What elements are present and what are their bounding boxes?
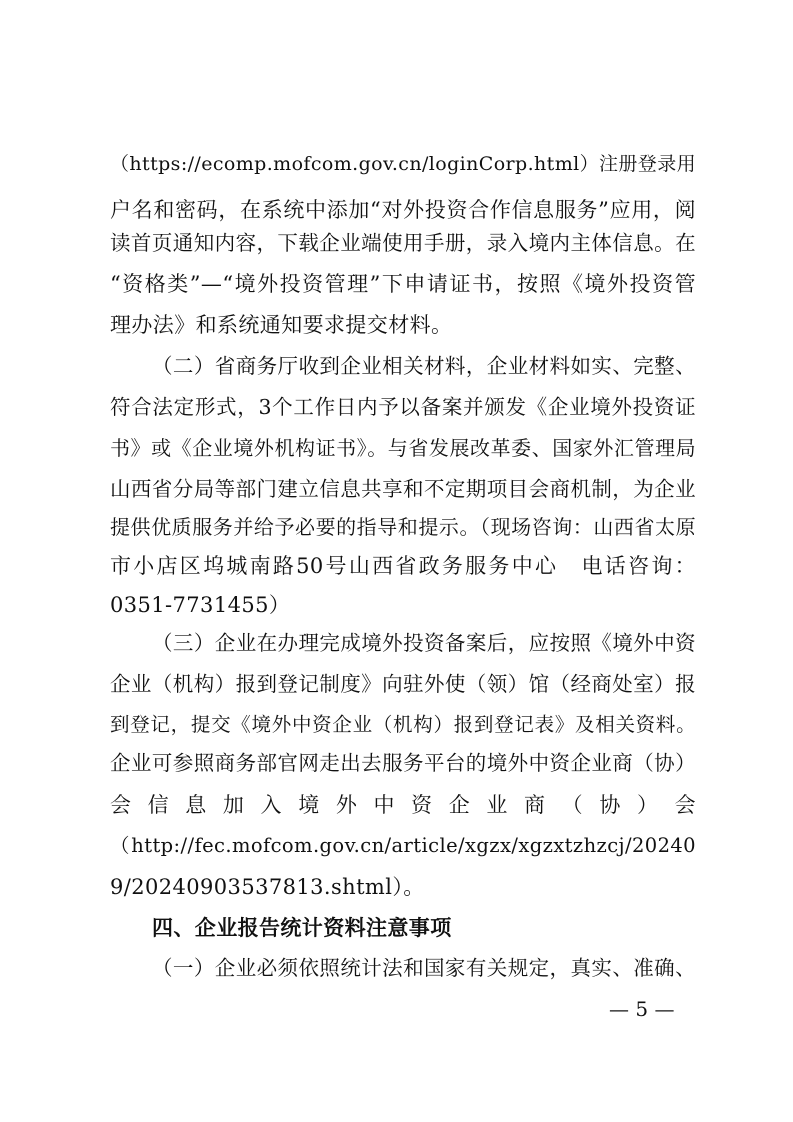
paragraph-3-line-2: 企业（机构）报到登记制度》向驻外使（领）馆（经商处室）报 [110,672,696,696]
paragraph-2-line-7: 0351-7731455） [110,593,291,617]
paragraph-3-line-6: （http://fec.mofcom.gov.cn/article/xgzx/xgzxtzhzcj/20240 [110,834,696,857]
section-heading: 四、企业报告统计资料注意事项 [152,916,452,940]
paragraph-3-line-3: 到登记，提交《境外中资企业（机构）报到登记表》及相关资料。 [110,713,696,736]
paragraph-2-line-2: 符合法定形式，3个工作日内予以备案并颁发《企业境外投资证 [110,395,696,419]
paragraph-1-line-3: 读首页通知内容，下载企业端使用手册，录入境内主体信息。在 [110,231,696,255]
paragraph-2-line-6: 市小店区坞城南路50号山西省政务服务中心 电话咨询： [110,554,696,578]
paragraph-4-line-1: （一）企业必须依照统计法和国家有关规定，真实、准确、 [152,956,696,980]
paragraph-3-line-7: 9/20240903537813.shtml）。 [110,875,425,899]
paragraph-3-line-4: 企业可参照商务部官网走出去服务平台的境外中资企业商（协） [110,751,696,775]
paragraph-1-line-5: 理办法》和系统通知要求提交材料。 [110,313,453,337]
paragraph-3-line-1: （三）企业在办理完成境外投资备案后，应按照《境外中资 [152,631,696,655]
paragraph-1-line-1: （https://ecomp.mofcom.gov.cn/loginCorp.html）注册登录用 [110,153,697,175]
paragraph-2-line-4: 山西省分局等部门建立信息共享和不定期项目会商机制，为企业 [110,477,696,501]
paragraph-3-line-5: 会信息加入境外中资企业商（协）会 [110,793,696,817]
paragraph-1-line-4: “资格类”—“境外投资管理”下申请证书，按照《境外投资管 [110,272,696,296]
paragraph-2-line-5: 提供优质服务并给予必要的指导和提示。（现场咨询：山西省太原 [110,515,696,539]
paragraph-2-line-1: （二）省商务厅收到企业相关材料，企业材料如实、完整、 [152,354,696,378]
page-number: — 5 — [609,997,675,1021]
paragraph-1-line-2: 户名和密码，在系统中添加“对外投资合作信息服务”应用，阅 [110,198,696,222]
paragraph-2-line-3: 书》或《企业境外机构证书》。与省发展改革委、国家外汇管理局 [110,436,696,460]
